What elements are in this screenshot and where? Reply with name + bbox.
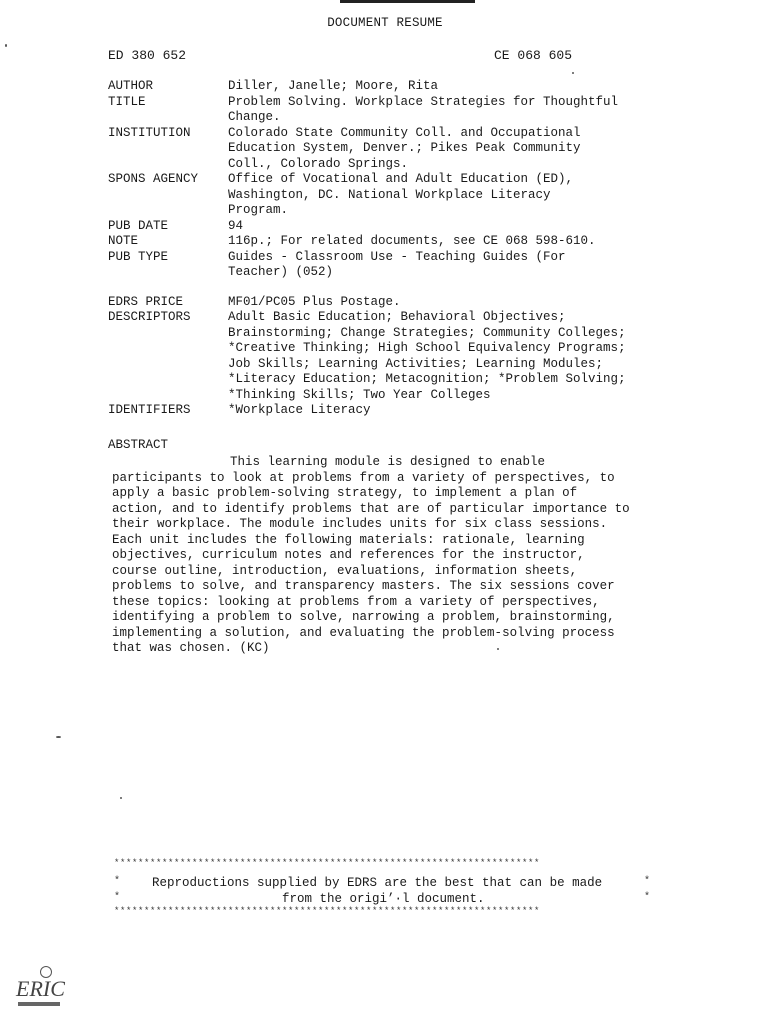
scan-edge-mark xyxy=(340,0,475,3)
field-label: NOTE xyxy=(108,234,139,248)
scan-speck xyxy=(572,72,574,74)
field-label: SPONS AGENCY xyxy=(108,172,199,186)
notice-border-top: *********************************************************************** xyxy=(114,858,541,868)
field-spons-agency xyxy=(108,172,668,219)
field-edrs-price xyxy=(108,295,668,311)
metadata-fields xyxy=(108,79,668,419)
field-value: *Workplace Literacy xyxy=(228,403,371,417)
logo-bar xyxy=(18,1002,60,1006)
field-label: IDENTIFIERS xyxy=(108,403,191,417)
scan-speck xyxy=(120,797,122,799)
field-value: Guides - Classroom Use - Teaching Guides (For Teacher) (052) xyxy=(228,249,566,279)
field-value: 116p.; For related documents, see CE 068 598-610. xyxy=(228,234,596,248)
abstract-body: participants to look at problems from a variety of perspectives, to apply a basic problem-solving strategy, to implement a plan of action, and to identify problems that are of particular importance to their workplace. The module includes units for six class sessions. Each unit includes the following materials: rationale, learning objectives, curriculum notes and references for the instructor, course outline, introduction, evaluations, information sheets, problems to solve, and transparency masters. The six sessions cover these topics: looking at problems from a variety of perspectives, identifying a problem to solve, narrowing a problem, brainstorming, implementing a solution, and evaluating the problem-solving process that was chosen. (KC) xyxy=(112,470,630,655)
ce-number: CE 068 605 xyxy=(494,48,573,63)
scan-speck xyxy=(5,44,7,47)
field-value: Colorado State Community Coll. and Occupational Education System, Denver.; Pikes Peak Community Coll., Colorado Springs. xyxy=(228,125,581,171)
notice-star-right: * xyxy=(643,892,650,903)
notice-star-left: * xyxy=(114,892,121,903)
notice-text-1: Reproductions supplied by EDRS are the best that can be made xyxy=(152,876,603,890)
abstract-label: ABSTRACT xyxy=(108,438,169,452)
field-value: 94 xyxy=(228,218,244,233)
logo-wordmark: ERIC xyxy=(16,976,65,1001)
field-value: Diller, Janelle; Moore, Rita xyxy=(228,79,439,93)
field-pub-date xyxy=(108,219,668,235)
eric-logo xyxy=(14,966,64,1006)
field-label: EDRS PRICE xyxy=(108,294,184,309)
notice-text-2: from the origi’·l document. xyxy=(282,892,485,906)
field-author xyxy=(108,79,668,95)
notice-border-bottom: *********************************************************************** xyxy=(114,906,541,916)
field-value: Adult Basic Education; Behavioral Objectives; Brainstorming; Change Strategies; Community Colleges; *Creative Thinking; High School Equivalency Programs; Job Skills; Learning Activities; Learning Modules; *Literacy Education; Metacognition; *Problem Solving; *Thinking Skills; Two Year Colleges xyxy=(228,310,626,402)
field-value: MF01/PC05 Plus Postage. xyxy=(228,294,401,309)
scan-speck xyxy=(56,736,61,738)
ed-number: ED 380 652 xyxy=(108,48,187,63)
scan-speck xyxy=(497,648,499,650)
field-pub-type xyxy=(108,250,668,281)
field-label: PUB TYPE xyxy=(108,249,169,264)
field-institution xyxy=(108,126,668,173)
field-label: DESCRIPTORS xyxy=(108,310,191,324)
field-label: PUB DATE xyxy=(108,218,169,233)
abstract-first-line: This learning module is designed to enable xyxy=(230,455,546,469)
field-note xyxy=(108,234,668,250)
notice-star-left: * xyxy=(114,876,121,887)
field-value: Office of Vocational and Adult Education (ED), Washington, DC. National Workplace Literacy Program. xyxy=(228,172,574,217)
field-label: AUTHOR xyxy=(108,79,154,93)
document-title: DOCUMENT RESUME xyxy=(327,16,443,30)
field-identifiers xyxy=(108,403,668,419)
notice-star-right: * xyxy=(643,876,650,887)
field-title xyxy=(108,95,668,126)
field-label: TITLE xyxy=(108,94,146,109)
field-value: Problem Solving. Workplace Strategies for Thoughtful Change. xyxy=(228,94,619,124)
field-descriptors xyxy=(108,310,668,403)
field-label: INSTITUTION xyxy=(108,125,191,140)
